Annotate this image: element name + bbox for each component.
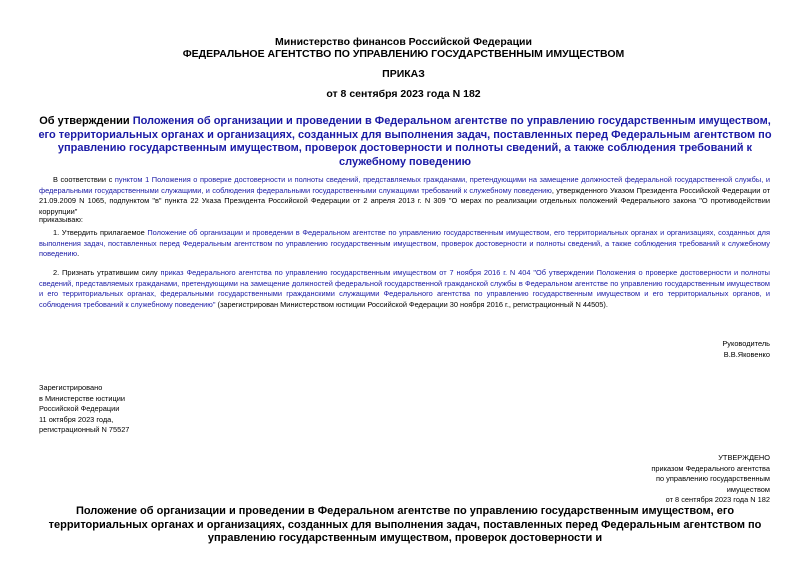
page-title: [36, 115, 774, 169]
signature-name: В.В.Яковенко: [723, 350, 770, 359]
item2-link[interactable]: приказ Федерального агентства по управлению государственным имуществом от 7 ноября 2016 г. N 404 "Об утверждении Положения о проверке достоверности и полноты сведений, представляемых гражданами, претендующими на замещение должностей федеральной государственной гражданской службы в Федеральном агентстве по управлению государственным имуществом и его территориальных органах, федеральными государственными гражданскими служащими Федерального агентства по управлению государственным имуществом и его территориальных органов, и соблюдения требований к служебному поведению": [39, 268, 770, 309]
item1-link[interactable]: Положение об организации и проведении в Федеральном агентстве по управлению государственным имуществом, его территориальных органах и организациях, созданных для выполнения задач, поставленных перед Федеральным агентством по управлению государственным имуществом, проверок достоверности и полноты сведений, а также соблюдения требований к служебному поведению: [39, 228, 770, 259]
title-prefix: Об утверждении: [39, 115, 133, 127]
approved-line: по управлению государственным: [656, 474, 770, 484]
registration-line: Зарегистрировано: [39, 383, 103, 392]
order-item-1: [39, 228, 770, 260]
annex-title: Положение об организации и проведении в Федеральном агентстве по управлению государственным имуществом, его территориальных органах и организациях, созданных для выполнения задач, поставленных перед Федеральным агентством по управлению государственным имуществом, проверок достоверности и: [48, 505, 762, 544]
preamble-paragraph: [39, 175, 770, 217]
registration-line: в Министерстве юстиции: [39, 393, 126, 403]
signature-position: Руководитель: [722, 339, 770, 348]
title-link[interactable]: Положения об организации и проведении в Федеральном агентстве по управлению государственным имуществом, его территориальных органах и организациях, созданных для выполнения задач, поставленных перед Федеральным агентством по управлению государственным имуществом, проверок достоверности и полноты сведений, а также соблюдения требований к служебному поведению: [38, 115, 772, 168]
registration-line: регистрационный N 75527: [39, 425, 130, 435]
approved-line: имуществом: [726, 484, 770, 494]
order-word: приказываю:: [39, 215, 83, 224]
doc-date-number: от 8 сентября 2023 года N 182: [326, 88, 481, 100]
approved-block: [560, 453, 770, 506]
item1-text-b: .: [77, 249, 80, 259]
order-item-2: [39, 268, 770, 310]
registration-line: 11 октября 2023 года,: [39, 414, 114, 424]
preamble-text-b: , утвержденного Указом Президента Российской Федерации от 21.09.2009 N 1065, подпунктом "в" пункта 22 Указа Президента Российской Федерации от 2 апреля 2013 г. N 309 "О мерах по реализации отдельных положений Федерального закона "О противодействии коррупции": [39, 185, 770, 216]
agency-name: ФЕДЕРАЛЬНОЕ АГЕНТСТВО ПО УПРАВЛЕНИЮ ГОСУДАРСТВЕННЫМ ИМУЩЕСТВОМ: [182, 48, 625, 60]
item1-text-a: 1. Утвердить прилагаемое: [53, 228, 148, 237]
registration-line: Российской Федерации: [39, 404, 120, 414]
item2-text-a: 2. Признать утратившим силу: [53, 268, 161, 277]
approved-line: от 8 сентября 2023 года N 182: [665, 495, 770, 505]
approved-line: приказом Федерального агентства: [651, 463, 770, 473]
doc-type: ПРИКАЗ: [382, 68, 425, 80]
preamble-text-a: В соответствии с: [53, 175, 115, 184]
ministry-name: Министерство финансов Российской Федерации: [275, 36, 532, 48]
preamble-link[interactable]: пунктом 1 Положения о проверке достоверности и полноты сведений, представляемых гражданами, претендующими на замещение должностей федеральной государственной службы, и федеральными государственными служащими, и соблюдения федеральными государственными служащими требований к служебному поведению: [39, 175, 770, 195]
approved-title: УТВЕРЖДЕНО: [718, 453, 770, 462]
registration-block: [39, 383, 239, 436]
item2-text-b: (зарегистрирован Министерством юстиции Российской Федерации 30 ноября 2016 г., регистрационный N 44505).: [215, 299, 608, 309]
